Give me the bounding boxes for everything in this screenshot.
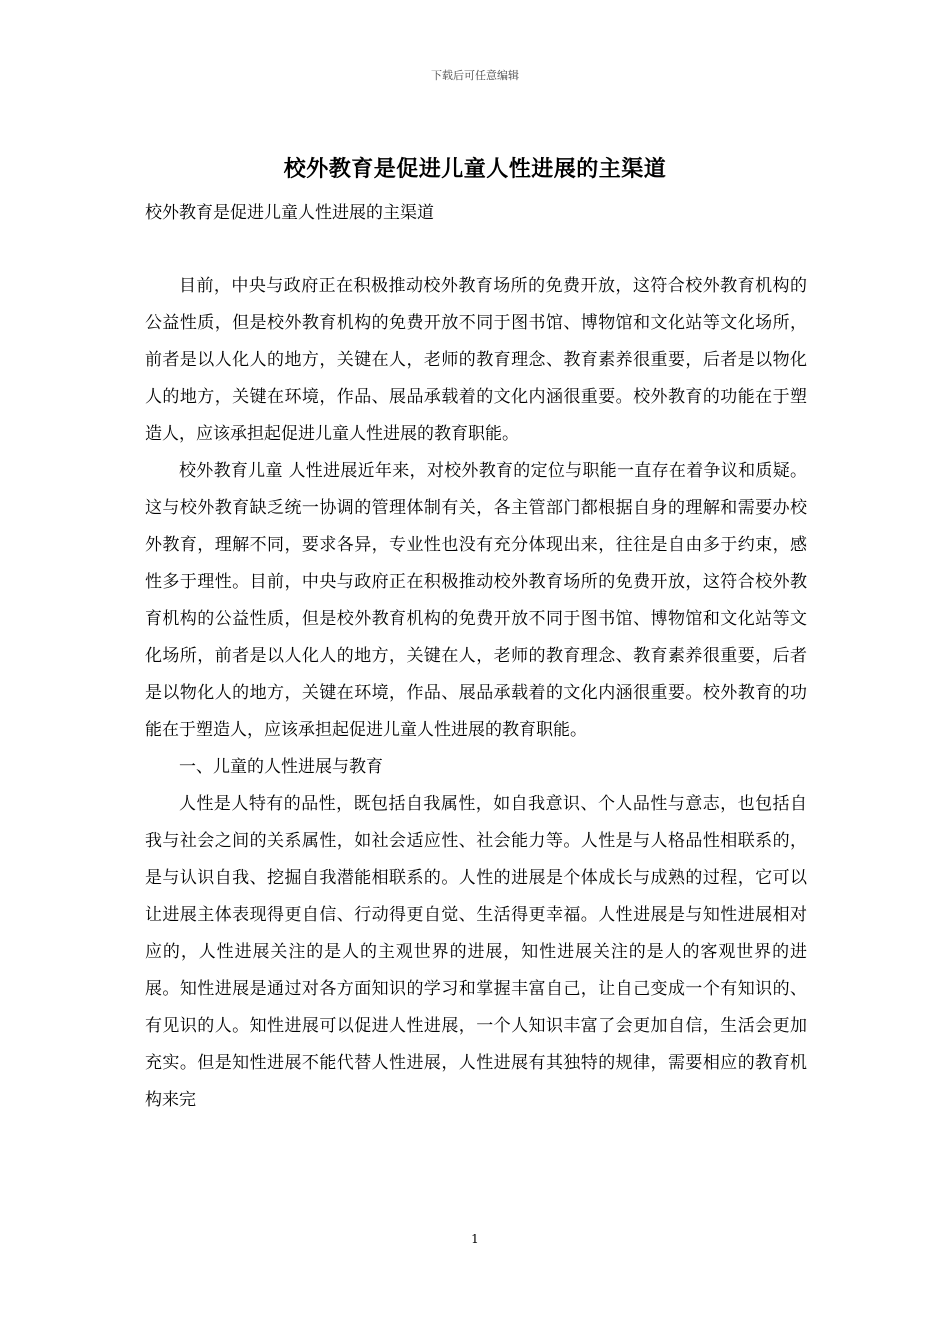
section-heading-1: 一、儿童的人性进展与教育 (179, 757, 383, 777)
document-subtitle: 校外教育是促进儿童人性进展的主渠道 (145, 203, 434, 223)
document-title: 校外教育是促进儿童人性进展的主渠道 (283, 157, 667, 182)
page-number: 1 (471, 1232, 479, 1246)
paragraph-3: 人性是人特有的品性，既包括自我属性，如自我意识、个人品性与意志，也包括自我与社会之间的关系属性，如社会适应性、社会能力等。人性是与人格品性相联系的，是与认识自我、挖掘自我潜能相联系的。人性的进展是个体成长与成熟的过程，它可以让进展主体表现得更自信、行动得更自觉、生活得更幸福。人性进展是与知性进展相对应的，人性进展关注的是人的主观世界的进展，知性进展关注的是人的客观世界的进展。知性进展是通过对各方面知识的学习和掌握丰富自己，让自己变成一个有知识的、有见识的人。知性进展可以促进人性进展，一个人知识丰富了会更加自信，生活会更加充实。但是知性进展不能代替人性进展，人性进展有其独特的规律，需要相应的教育机构来完 (145, 794, 807, 1110)
paragraph-1: 目前，中央与政府正在积极推动校外教育场所的免费开放，这符合校外教育机构的公益性质，但是校外教育机构的免费开放不同于图书馆、博物馆和文化站等文化场所，前者是以人化人的地方，关键在人，老师的教育理念、教育素养很重要，后者是以物化人的地方，关键在环境，作品、展品承载着的文化内涵很重要。校外教育的功能在于塑造人，应该承担起促进儿童人性进展的教育职能。 (145, 276, 807, 444)
paragraph-2: 校外教育儿童 人性进展近年来，对校外教育的定位与职能一直存在着争议和质疑。这与校外教育缺乏统一协调的管理体制有关，各主管部门都根据自身的理解和需要办校外教育，理解不同，要求各异，专业性也没有充分体现出来，往往是自由多于约束，感性多于理性。目前，中央与政府正在积极推动校外教育场所的免费开放，这符合校外教育机构的公益性质，但是校外教育机构的免费开放不同于图书馆、博物馆和文化站等文化场所，前者是以人化人的地方，关键在人，老师的教育理念、教育素养很重要，后者是以物化人的地方，关键在环境，作品、展品承载着的文化内涵很重要。校外教育的功能在于塑造人，应该承担起促进儿童人性进展的教育职能。 (145, 461, 807, 740)
header-note: 下载后可任意编辑 (431, 69, 519, 82)
document-body (145, 268, 807, 1119)
